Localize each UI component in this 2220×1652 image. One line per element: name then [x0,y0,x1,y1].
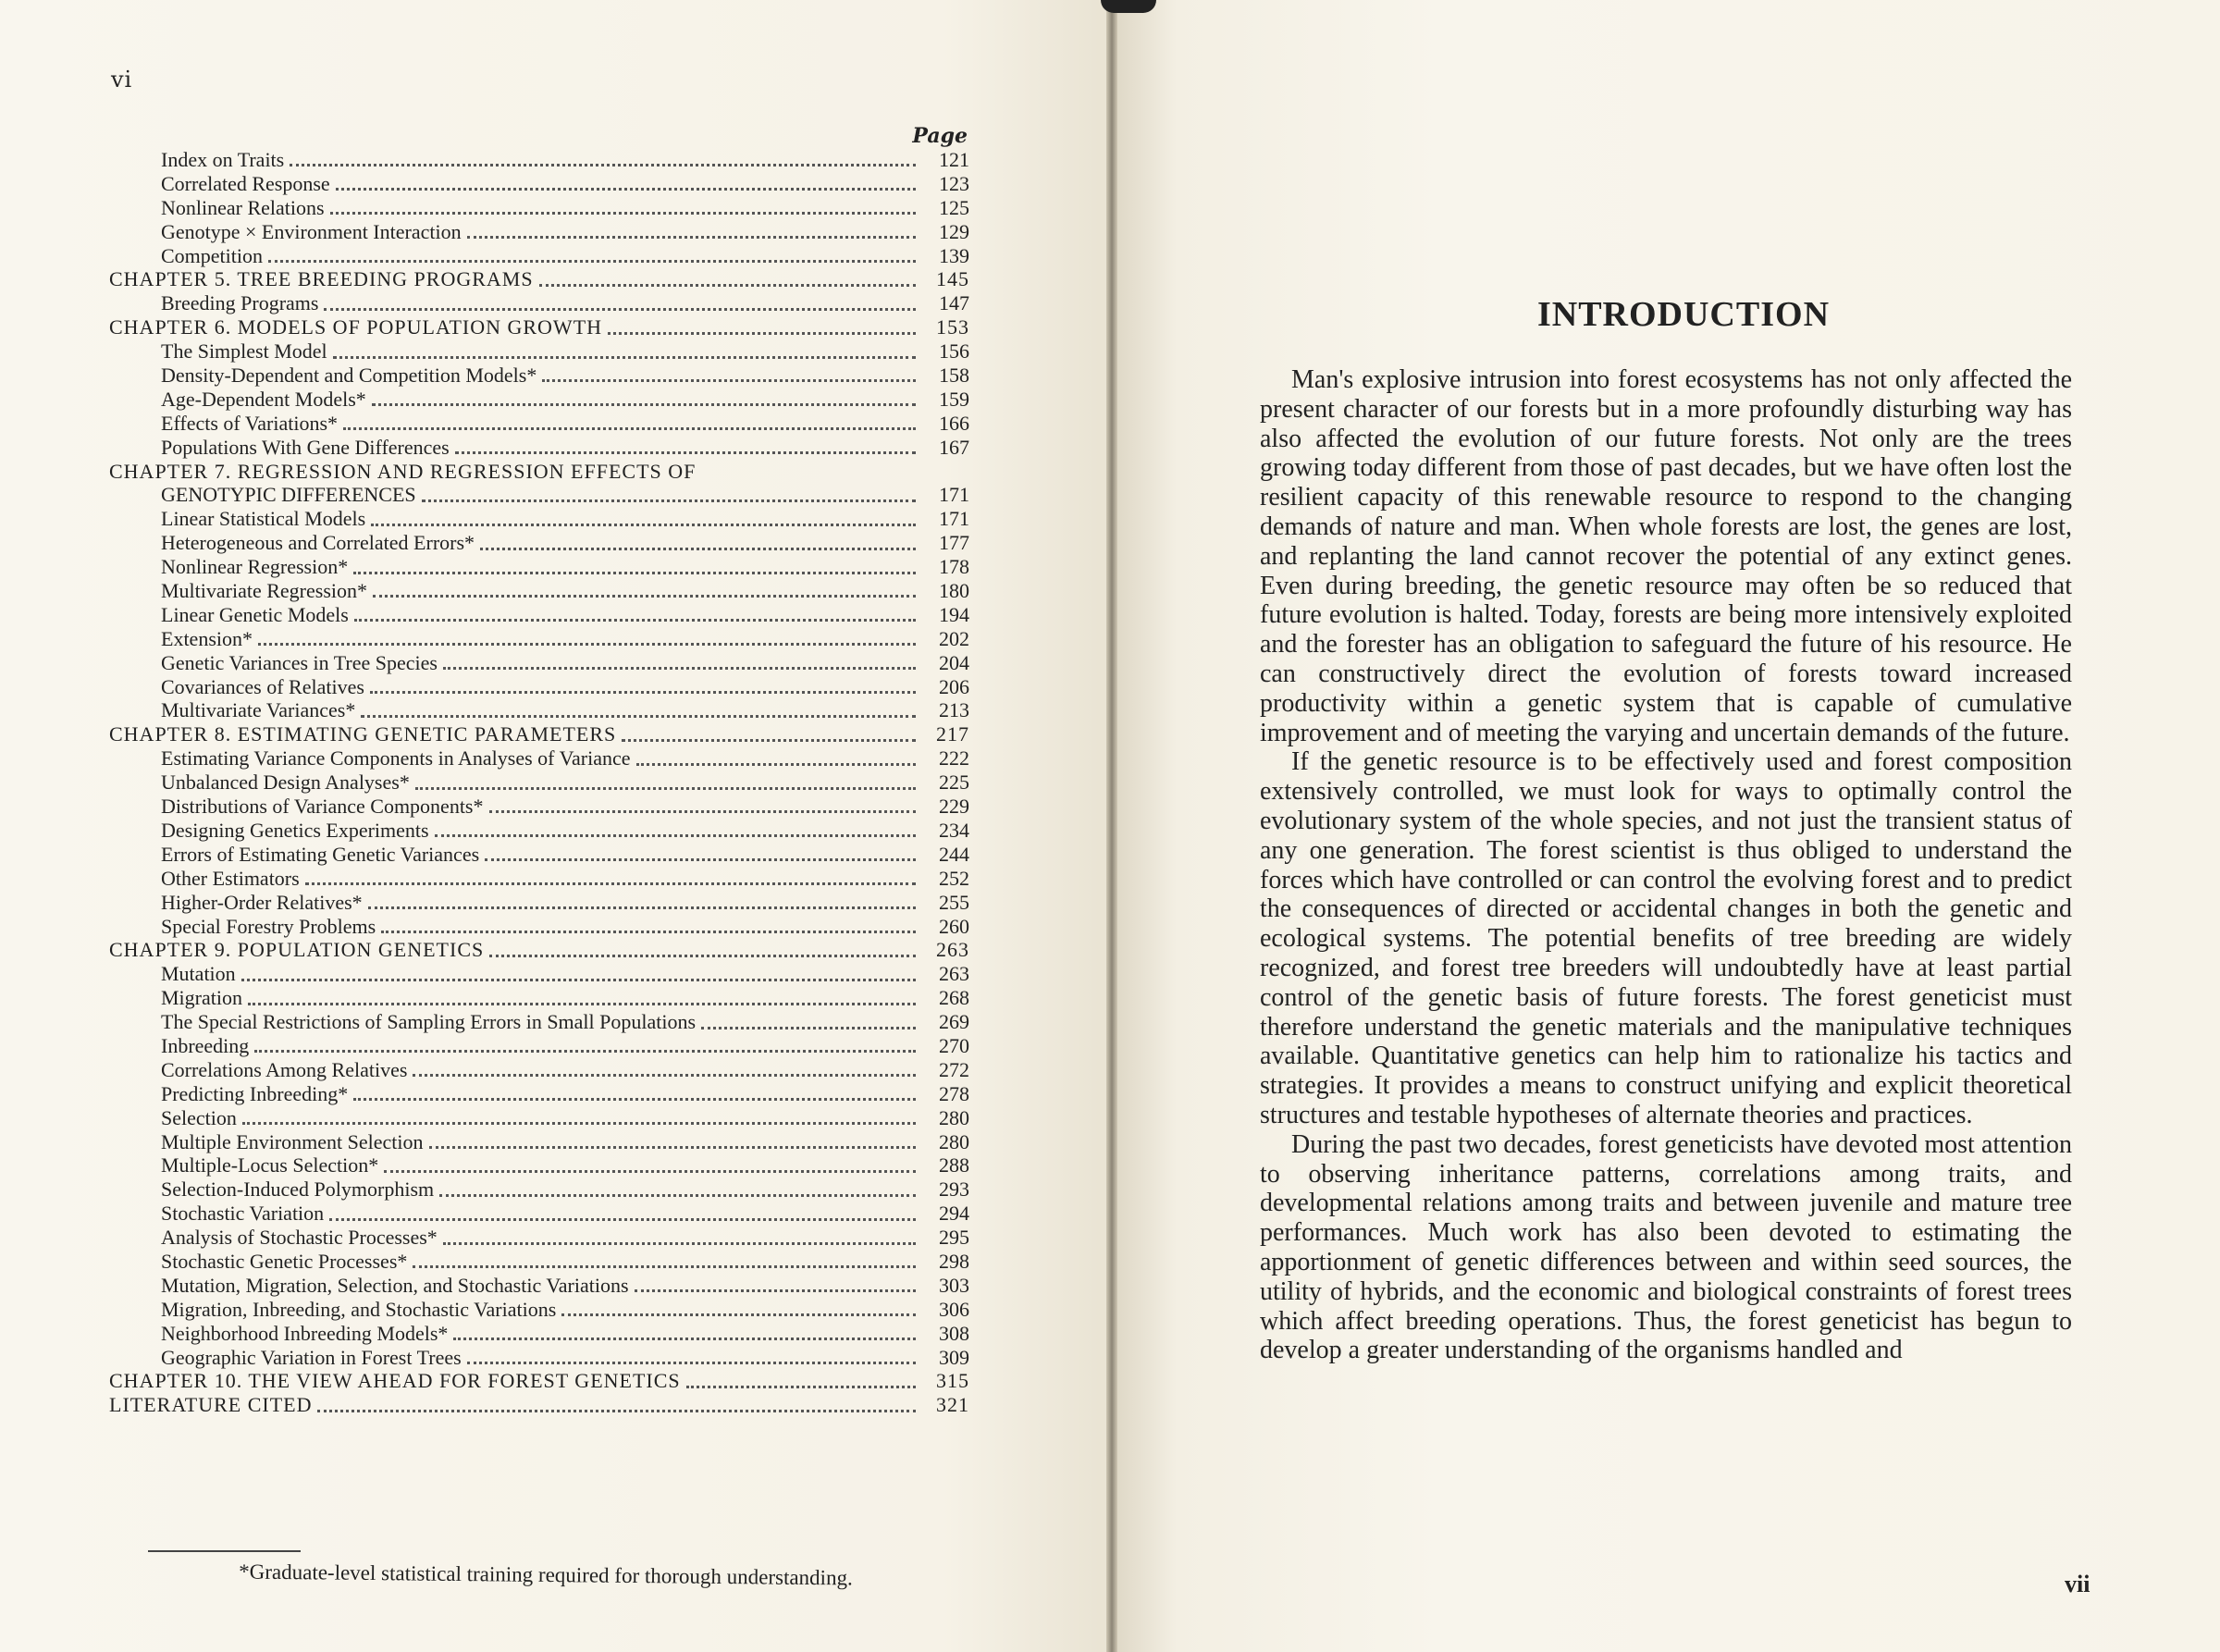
toc-entry-page: 298 [939,1249,969,1273]
toc-entry-title: Multiple-Locus Selection* [161,1153,379,1177]
toc-dot-leader [480,548,916,550]
toc-entry-title: The Simplest Model [161,339,327,364]
toc-dot-leader [371,524,916,526]
toc-entry-page: 213 [939,698,969,722]
toc-dot-leader [329,1218,916,1221]
toc-entry [109,1346,969,1370]
toc-dot-leader [542,379,916,382]
toc-entry-title: Populations With Gene Differences [161,435,450,459]
toc-entry-title: GENOTYPIC DIFFERENCES [161,483,416,507]
toc-dot-leader [384,1170,916,1173]
toc-dot-leader [443,667,916,670]
paragraph: Man's explosive intrusion into forest ecosystems has not only affected the present character of our forests but in a more profoundly disturbing way has also affected the evolution of our future forests. Not only are the trees growing today different from those of past decades, but we have often lost the resilient capacity of this renewable resource to respond to the changing demands of nature and man. When whole forests are lost, the genes are lost, and replanting the land cannot recover the potential of any extinct genes. Even during breeding, the genetic resource may often be so reduced that future evolution is halted. Today, forests are being more intensively exploited and the forester has an obligation to safeguard the future of his resource. He can constructively direct the evolution of forests toward increased productivity within a genetic system that is capable of cumulative improvement and of meeting the varying and uncertain demands of the future. [1260,365,2072,747]
toc-chapter-entry [109,460,969,484]
toc-dot-leader [489,810,917,813]
toc-entry-page: 153 [936,315,969,339]
toc-entry-page: 139 [939,243,969,267]
toc-dot-leader [635,1289,916,1292]
toc-entry-page: 315 [936,1369,969,1393]
toc-entry-title: Neighborhood Inbreeding Models* [161,1321,449,1345]
toc-entry-title: Higher-Order Relatives* [161,890,363,914]
toc-entry-page: 158 [939,364,969,388]
page-column-header: Page [912,124,968,148]
toc-dot-leader [467,1362,916,1364]
toc-entry-title: CHAPTER 5. TREE BREEDING PROGRAMS [109,267,534,291]
section-heading: INTRODUCTION [1536,295,1831,334]
toc-entry [109,867,969,891]
toc-entry-page: 234 [939,818,969,842]
toc-chapter-entry [109,722,969,746]
toc-entry-title: Index on Traits [161,148,285,171]
toc-entry-page: 123 [939,171,969,195]
toc-entry-page: 303 [939,1273,969,1297]
toc-dot-leader [317,1410,916,1412]
toc-entry [109,651,969,675]
toc-entry [109,196,969,220]
toc-entry-page: 121 [939,148,969,171]
paragraph: During the past two decades, forest geneticists have devoted most attention to observing inheritance patterns, correlations among traits, and developmental relations among traits and between juvenile and mature tree performances. Much work has also been devoted to estimating the apportionment of genetic differences between and within seed sources, the utility of hybrids, and the economic and biological constraints of forest trees which affect breeding operations. Thus, the forest geneticist has begun to develop a greater understanding of the organisms handled and [1260,1129,2072,1365]
toc-entry [109,436,969,460]
toc-dot-leader [354,619,916,622]
toc-dot-leader [258,643,916,646]
toc-dot-leader [561,1313,916,1316]
toc-entry-page: 178 [939,555,969,579]
toc-entry-title: Selection [161,1105,237,1129]
toc-entry-page: 280 [939,1105,969,1129]
toc-entry [109,220,969,244]
toc-dot-leader [455,451,916,454]
toc-entry-page: 288 [939,1153,969,1177]
toc-entry [109,795,969,819]
toc-entry-title: Breeding Programs [161,291,319,315]
toc-entry [109,1177,969,1202]
toc-entry [109,555,969,579]
toc-entry [109,1130,969,1154]
toc-dot-leader [429,1146,916,1149]
toc-entry [109,746,969,771]
toc-entry-title: Predicting Inbreeding* [161,1081,349,1105]
toc-dot-leader [370,691,916,694]
toc-entry [109,1274,969,1298]
toc-entry-page: 217 [936,722,969,746]
toc-entry-title: Analysis of Stochastic Processes* [161,1226,438,1250]
toc-entry-title: Inbreeding [161,1033,250,1057]
toc-dot-leader [241,979,916,981]
toc-dot-leader [373,595,916,598]
toc-dot-leader [622,739,916,742]
toc-dot-leader [254,1050,916,1053]
toc-entry-title: Linear Statistical Models [161,507,366,531]
toc-entry [109,1202,969,1226]
toc-entry-page: 270 [939,1033,969,1057]
toc-entry-title: Unbalanced Design Analyses* [161,771,410,795]
toc-entry [109,962,969,986]
toc-entry-title: The Special Restrictions of Sampling Errors in Small Populations [161,1010,697,1034]
toc-entry [109,819,969,843]
toc-entry-page: 180 [939,579,969,603]
toc-dot-leader [453,1338,916,1340]
toc-entry-title: Covariances of Relatives [161,674,364,698]
toc-entry-page: 255 [939,890,969,914]
toc-entry-title: LITERATURE CITED [109,1393,313,1417]
toc-entry-page: 272 [939,1057,969,1081]
toc-entry-title: CHAPTER 6. MODELS OF POPULATION GROWTH [109,315,603,339]
footnote-rule [148,1550,301,1552]
toc-chapter-entry [109,938,969,962]
toc-dot-leader [701,1027,916,1029]
toc-entry-page: 263 [936,938,969,962]
toc-entry-page: 171 [939,507,969,531]
toc-entry-title: Correlations Among Relatives [161,1057,408,1081]
spine-shadow [1101,0,1156,13]
toc-dot-leader [372,403,916,406]
toc-entry [109,339,969,364]
toc-entry-page: 167 [939,435,969,459]
toc-entry [109,507,969,531]
toc-entry-title: Multivariate Regression* [161,579,368,603]
toc-dot-leader [248,1003,916,1005]
toc-entry [109,675,969,699]
toc-entry [109,364,969,388]
toc-entry-page: 268 [939,986,969,1010]
toc-dot-leader [467,236,916,239]
toc-dot-leader [353,572,916,574]
toc-entry-title: Other Estimators [161,866,300,890]
toc-chapter-entry [109,483,969,507]
toc-dot-leader [539,284,916,287]
toc-dot-leader [343,427,916,430]
toc-entry-page: 166 [939,411,969,435]
toc-entry [109,698,969,722]
toc-entry-page: 321 [936,1393,969,1417]
toc-entry [109,1010,969,1034]
toc-dot-leader [290,164,916,166]
toc-dot-leader [413,1074,916,1077]
toc-entry [109,531,969,555]
toc-entry-title: Heterogeneous and Correlated Errors* [161,531,475,555]
toc-entry-title: Density-Dependent and Competition Models* [161,364,537,388]
toc-dot-leader [435,834,916,837]
toc-entry [109,412,969,436]
toc-entry-page: 278 [939,1081,969,1105]
toc-entry [109,1298,969,1322]
toc-dot-leader [361,715,916,718]
toc-dot-leader [413,1265,916,1268]
toc-entry [109,771,969,795]
toc-entry [109,986,969,1010]
toc-dot-leader [324,308,916,311]
toc-entry-title: Estimating Variance Components in Analyses of Variance [161,746,631,771]
toc-entry-page: 225 [939,771,969,795]
toc-dot-leader [686,1386,916,1388]
toc-chapter-entry [109,315,969,339]
toc-dot-leader [368,906,916,909]
toc-entry-page: 252 [939,866,969,890]
toc-entry [109,603,969,627]
toc-entry [109,1153,969,1177]
toc-entry-title: Competition [161,243,263,267]
toc-entry-page: 206 [939,674,969,698]
toc-entry [109,1106,969,1130]
toc-dot-leader [439,1194,916,1197]
toc-dot-leader [443,1242,916,1245]
toc-entry-title: CHAPTER 8. ESTIMATING GENETIC PARAMETERS [109,722,617,746]
toc-entry [109,915,969,939]
footnote: *Graduate-level statistical training required for thorough understanding. [239,1560,853,1590]
toc-entry-page: 306 [939,1297,969,1321]
toc-chapter-entry [109,267,969,291]
toc-entry-title: Nonlinear Relations [161,195,325,219]
toc-entry-page: 129 [939,219,969,243]
toc-dot-leader [268,260,916,263]
toc-entry-title: Migration, Inbreeding, and Stochastic Variations [161,1297,557,1321]
toc-entry [109,1058,969,1082]
toc-entry-title: Errors of Estimating Genetic Variances [161,842,480,866]
toc-entry [109,148,969,172]
book-spine [1106,0,1117,1652]
toc-entry-title: Stochastic Variation [161,1202,325,1226]
toc-dot-leader [422,499,916,502]
toc-dot-leader [353,1098,916,1101]
toc-entry-title: Extension* [161,626,253,650]
toc-entry-page: 280 [939,1129,969,1153]
toc-entry-page: 159 [939,387,969,411]
toc-entry-page: 147 [939,291,969,315]
toc-dot-leader [415,787,916,790]
toc-entry-title: Genotype × Environment Interaction [161,219,462,243]
toc-entry-title: Mutation [161,962,236,986]
toc-entry-title: Linear Genetic Models [161,602,349,626]
toc-entry [109,244,969,268]
toc-dot-leader [485,858,916,861]
toc-entry [109,843,969,867]
toc-dot-leader [489,955,916,957]
toc-entry-page: 177 [939,531,969,555]
toc-dot-leader [333,356,916,359]
toc-entry-title: Stochastic Genetic Processes* [161,1249,408,1273]
toc-dot-leader [305,882,916,885]
toc-chapter-entry [109,1393,969,1417]
toc-entry-page: 145 [936,267,969,291]
toc-entry-page: 222 [939,746,969,771]
toc-dot-leader [636,763,916,766]
toc-entry-title: Distributions of Variance Components* [161,795,484,819]
toc-entry-title: Geographic Variation in Forest Trees [161,1345,462,1369]
toc-entry-title: Selection-Induced Polymorphism [161,1177,435,1202]
toc-entry-page: 294 [939,1202,969,1226]
toc-dot-leader [336,188,916,191]
toc-entry-title: Migration [161,986,242,1010]
left-page-number: vi [111,67,133,92]
toc-entry [109,1082,969,1106]
toc-entry-page: 194 [939,602,969,626]
toc-entry-page: 263 [939,962,969,986]
toc-entry [109,291,969,315]
toc-entry-title: Nonlinear Regression* [161,555,349,579]
toc-entry-page: 171 [939,483,969,507]
toc-entry-page: 125 [939,195,969,219]
toc-dot-leader [330,212,916,215]
toc-dot-leader [242,1122,916,1125]
toc-entry-title: CHAPTER 10. THE VIEW AHEAD FOR FOREST GENETICS [109,1369,681,1393]
toc-entry [109,627,969,651]
toc-entry [109,891,969,915]
toc-entry [109,388,969,412]
toc-entry-page: 229 [939,795,969,819]
toc-entry-page: 260 [939,914,969,938]
toc-entry-title: Mutation, Migration, Selection, and Stochastic Variations [161,1273,629,1297]
toc-entry-title: Effects of Variations* [161,411,339,435]
toc-entry [109,1250,969,1274]
toc-entry [109,1322,969,1346]
toc-entry-title: Special Forestry Problems [161,914,376,938]
toc-entry-title: CHAPTER 9. POPULATION GENETICS [109,938,485,962]
toc-entry-page: 293 [939,1177,969,1202]
toc-entry-title: Genetic Variances in Tree Species [161,650,438,674]
toc-chapter-entry [109,1369,969,1393]
toc-entry [109,1034,969,1058]
toc-entry-page: 295 [939,1226,969,1250]
toc-dot-leader [381,931,916,933]
toc-entry-title: Multivariate Variances* [161,698,356,722]
toc-entry-title: Age-Dependent Models* [161,387,366,411]
introduction-body [1260,365,2072,1365]
table-of-contents [109,148,969,1417]
toc-entry [109,1226,969,1250]
toc-entry-title: Multiple Environment Selection [161,1129,424,1153]
right-page-number: vii [2065,1571,2090,1597]
toc-entry-page: 309 [939,1345,969,1369]
toc-entry-title: CHAPTER 7. REGRESSION AND REGRESSION EFFECTS OF [109,459,697,483]
toc-entry [109,579,969,603]
toc-entry [109,172,969,196]
toc-entry-page: 308 [939,1321,969,1345]
paragraph: If the genetic resource is to be effectively used and forest composition extensively controlled, we must look for ways to optimally control the evolutionary system of the whole species, and not just the transient status of any one generation. The forest scientist is thus obliged to understand the forces which have controlled or can control the evolving forest and to predict the consequences of directed or accidental changes in both the genetic and ecological systems. The potential benefits of tree breeding are widely recognized, and forest tree breeders will undoubtedly have at least partial control of the genetic basis of future forests. The forest geneticist must therefore understand the genetic materials and the manipulative techniques available. Quantitative genetics can help him to rationalize his tactics and strategies. It provides a means to construct unifying and explicit theoretical structures and testable hypotheses of alternate theories and practices. [1260,747,2072,1129]
toc-dot-leader [608,332,916,335]
toc-entry-page: 244 [939,842,969,866]
toc-entry-title: Correlated Response [161,171,330,195]
toc-entry-page: 269 [939,1010,969,1034]
toc-entry-page: 204 [939,650,969,674]
toc-entry-page: 202 [939,626,969,650]
toc-entry-title: Designing Genetics Experiments [161,818,429,842]
toc-entry-page: 156 [939,339,969,364]
